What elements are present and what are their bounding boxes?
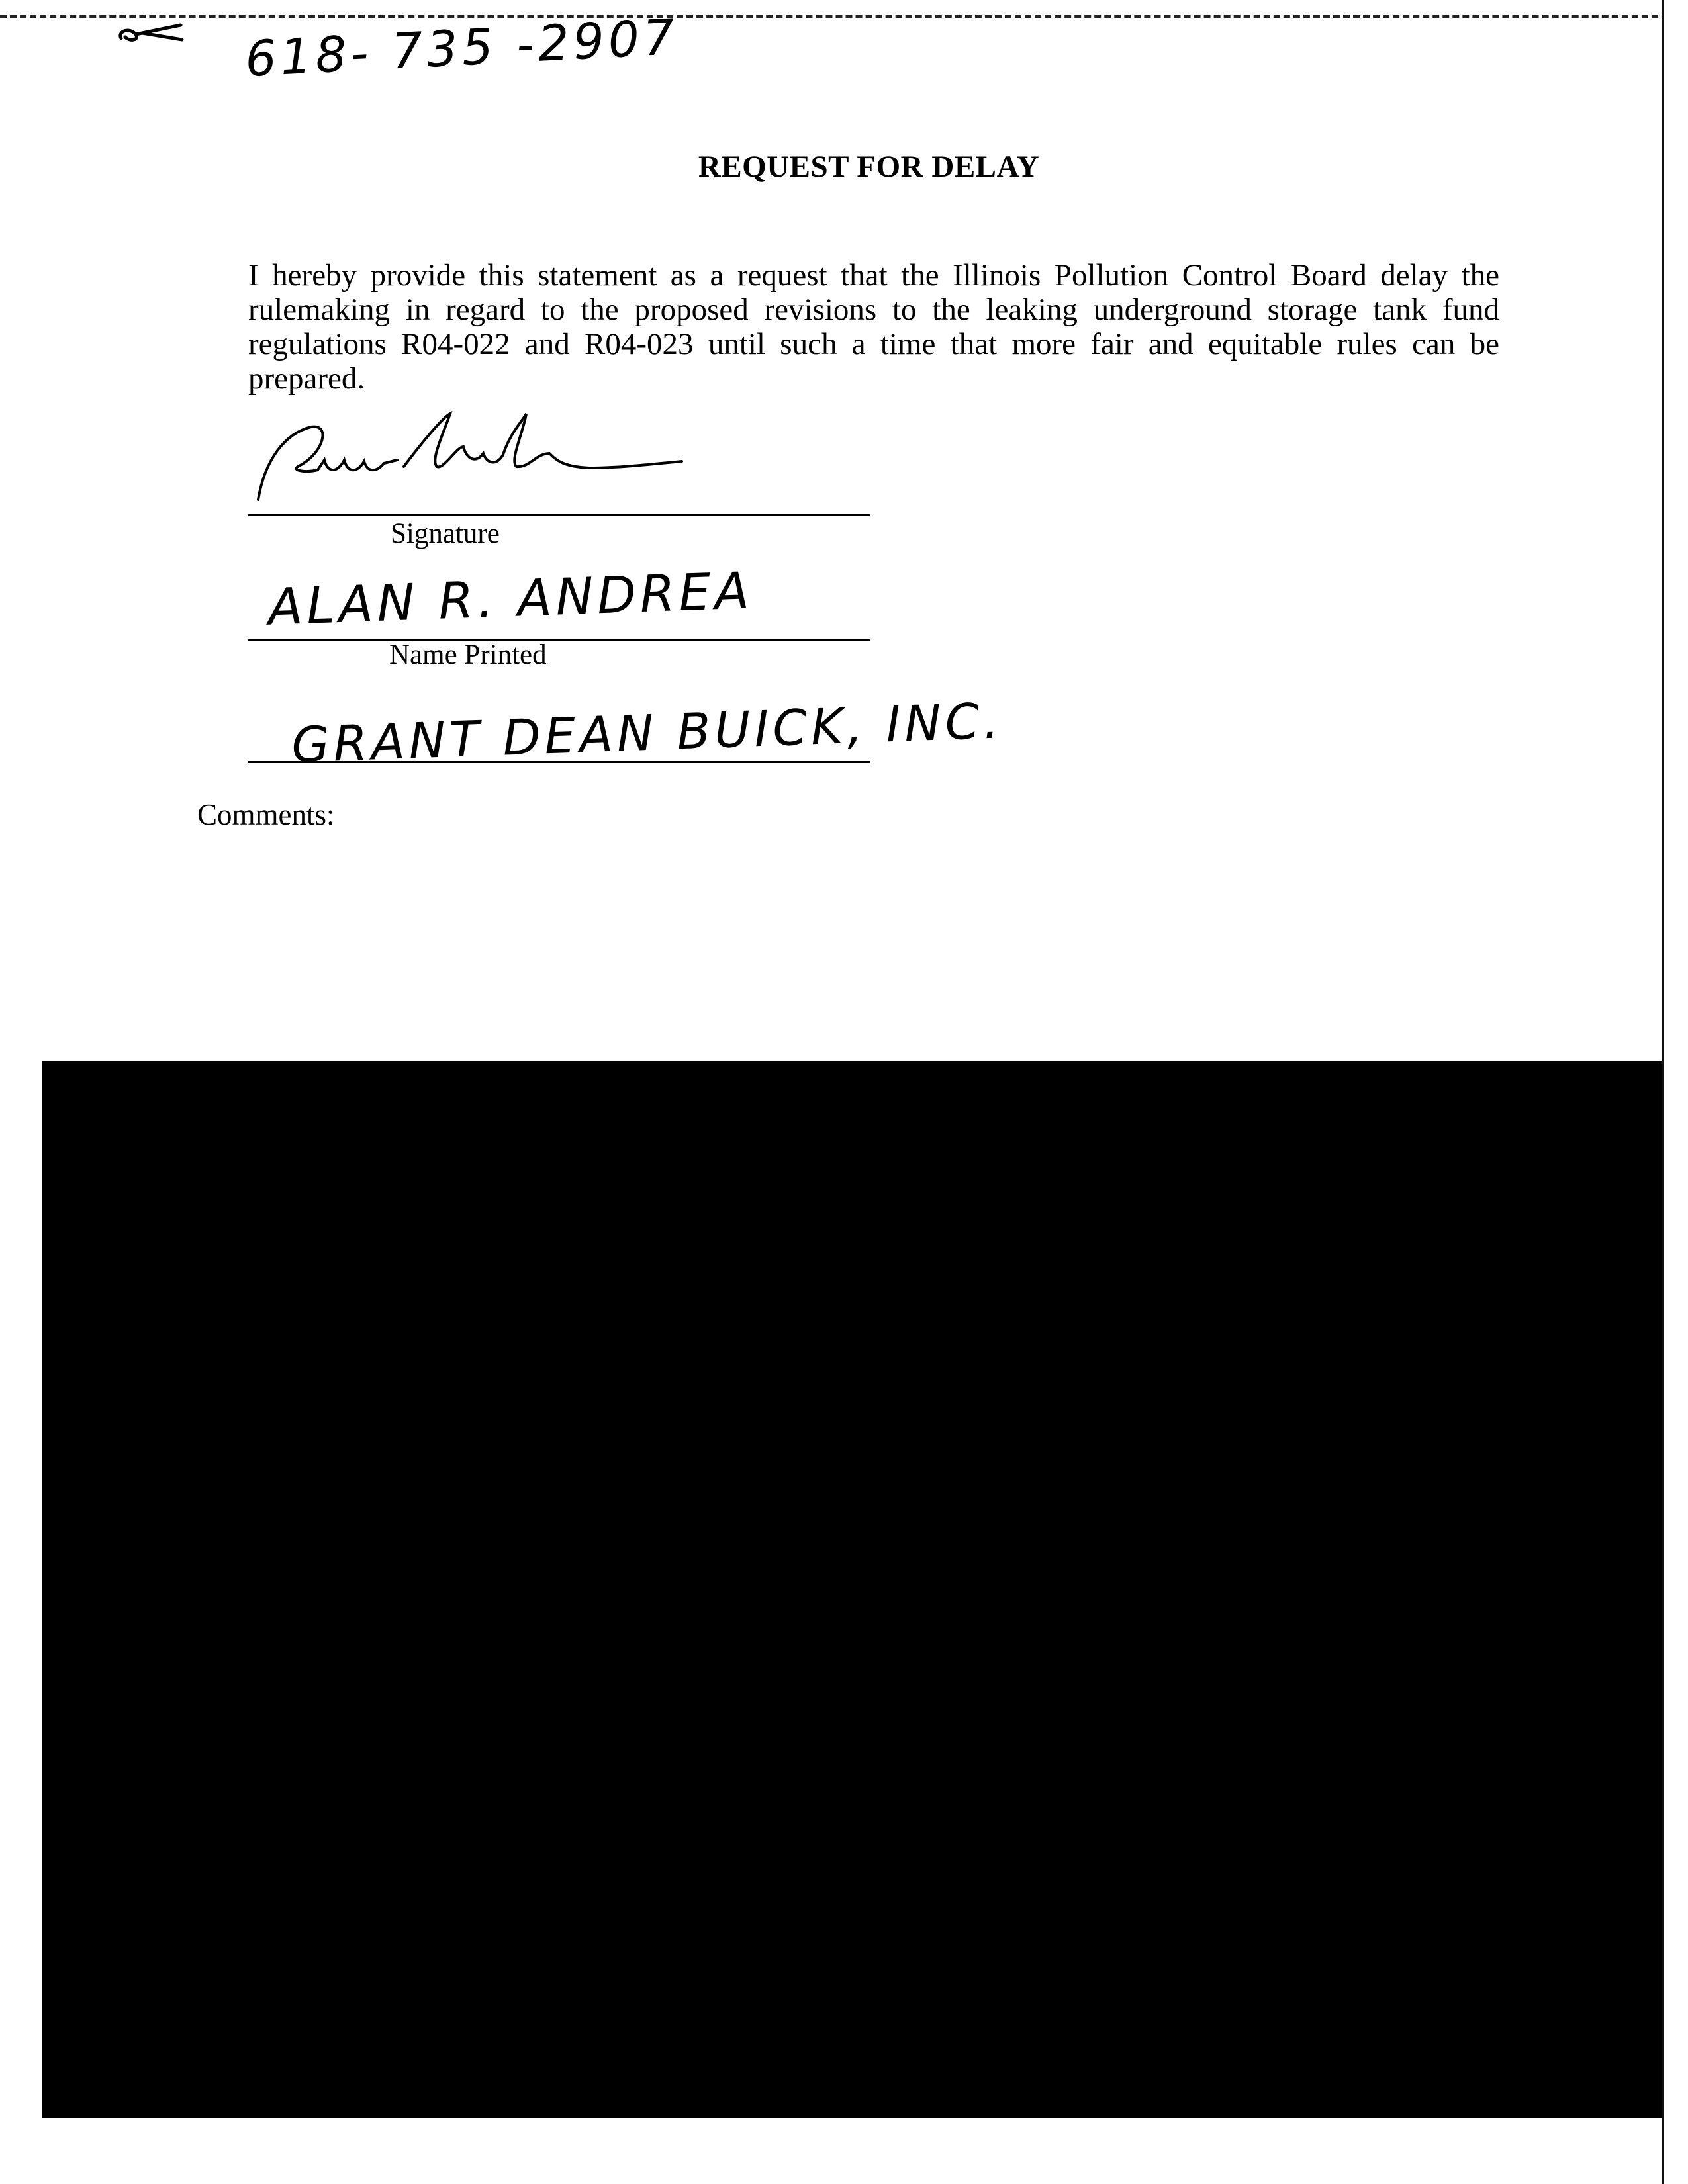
handwritten-company: GRANT DEAN BUICK, INC. bbox=[290, 692, 1004, 774]
handwritten-printed-name: ALAN R. ANDREA bbox=[267, 561, 754, 637]
scan-top-rule bbox=[0, 15, 1688, 18]
signature-image bbox=[245, 407, 708, 513]
comments-label: Comments: bbox=[197, 798, 335, 831]
document-title: REQUEST FOR DELAY bbox=[698, 150, 1040, 184]
redaction-block bbox=[42, 1061, 1664, 2118]
handwritten-mark bbox=[116, 20, 189, 46]
company-line bbox=[248, 761, 870, 763]
request-statement: I hereby provide this statement as a request that the Illinois Pollution Control Board delay the rulemaking in regard to the proposed revisions to the leaking underground storage tank fund regulations R04-022 and R04-023 until such a time that more fair and equitable rules can be prepared. bbox=[248, 258, 1499, 396]
signature-line bbox=[248, 514, 870, 516]
handwritten-phone-number: 618- 735 -2907 bbox=[244, 8, 680, 89]
scan-right-edge bbox=[1662, 0, 1688, 2184]
name-printed-label: Name Printed bbox=[389, 639, 547, 670]
signature-label: Signature bbox=[391, 518, 500, 549]
name-line bbox=[248, 639, 870, 641]
